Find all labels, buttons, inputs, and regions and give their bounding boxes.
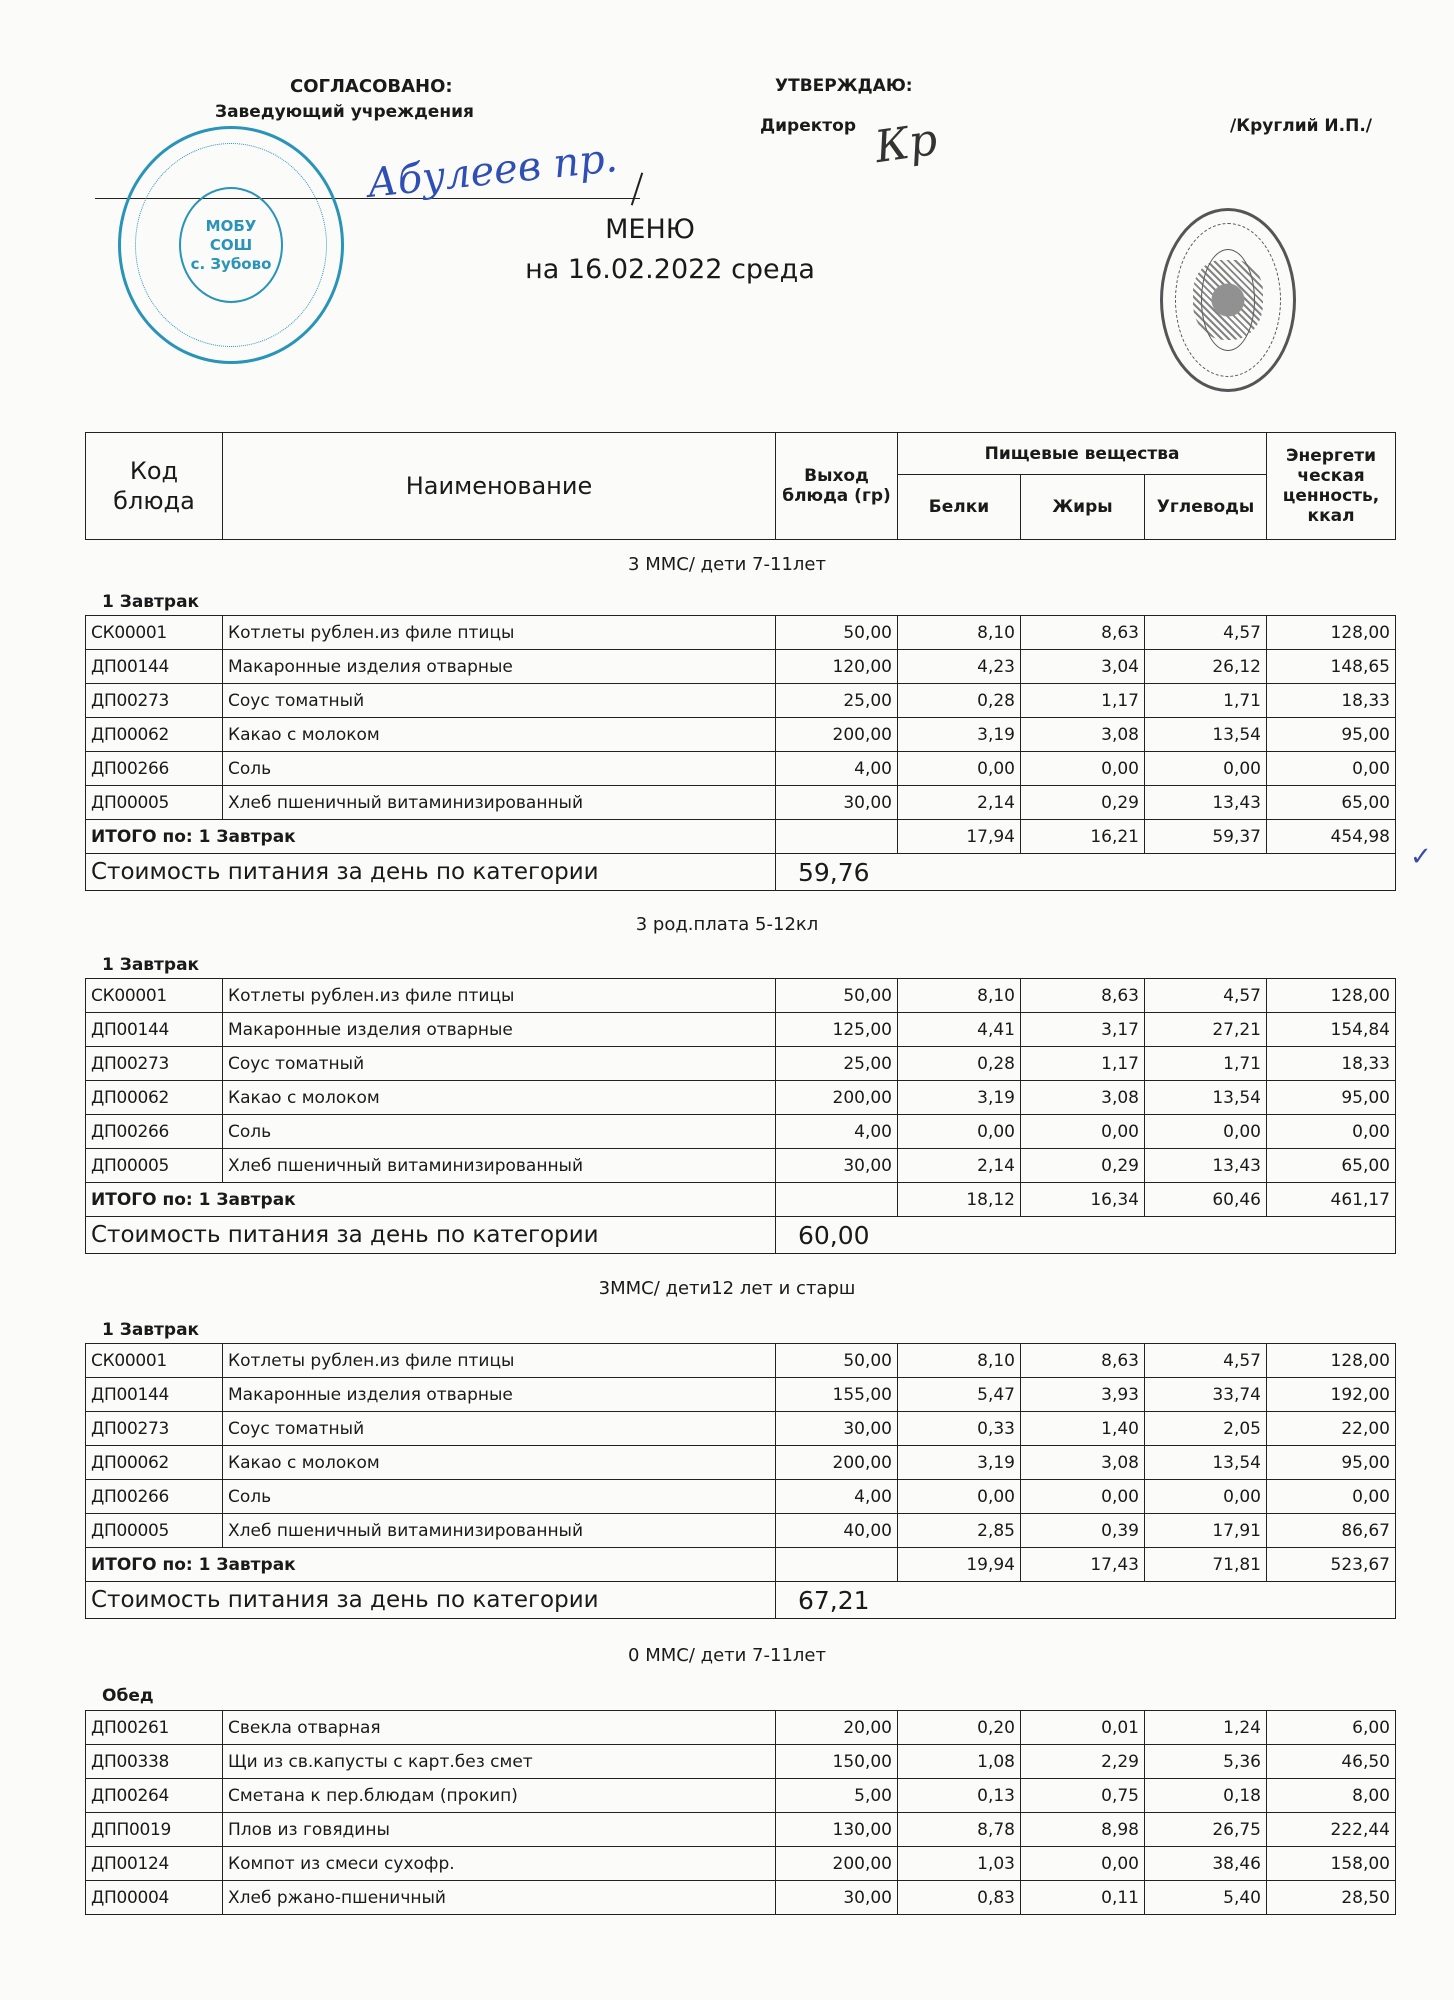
agreed-heading: СОГЛАСОВАНО:	[290, 76, 453, 97]
cell-name: Сметана к пер.блюдам (прокип)	[223, 1779, 776, 1813]
cell-yield: 50,00	[776, 979, 898, 1013]
cell-carbs: 5,40	[1145, 1881, 1267, 1915]
cell-protein: 3,19	[898, 718, 1021, 752]
cell-carbs: 26,75	[1145, 1813, 1267, 1847]
cell-protein: 2,14	[898, 786, 1021, 820]
cell-yield: 150,00	[776, 1745, 898, 1779]
cost-label: Стоимость питания за день по категории	[86, 1582, 776, 1619]
cost-row	[86, 1217, 1396, 1254]
cell-name: Компот из смеси сухофр.	[223, 1847, 776, 1881]
official-seal	[1160, 208, 1296, 392]
cell-carbs: 38,46	[1145, 1847, 1267, 1881]
cell-name: Хлеб ржано-пшеничный	[223, 1881, 776, 1915]
cell-kcal: 192,00	[1267, 1378, 1396, 1412]
table-row	[86, 1514, 1396, 1548]
cell-yield: 30,00	[776, 1881, 898, 1915]
total-row	[86, 1548, 1396, 1582]
cell-yield: 50,00	[776, 1344, 898, 1378]
total-row	[86, 1183, 1396, 1217]
cell-fat: 0,00	[1021, 752, 1145, 786]
cell-code: ДП00004	[86, 1881, 223, 1915]
cell-kcal: 22,00	[1267, 1412, 1396, 1446]
cell-name: Макаронные изделия отварные	[223, 1013, 776, 1047]
cell-fat: 0,29	[1021, 1149, 1145, 1183]
cell-fat: 1,17	[1021, 684, 1145, 718]
total-yield-empty	[776, 820, 898, 854]
cell-kcal: 6,00	[1267, 1711, 1396, 1745]
cell-protein: 4,23	[898, 650, 1021, 684]
cell-kcal: 86,67	[1267, 1514, 1396, 1548]
total-protein: 17,94	[898, 820, 1021, 854]
cell-name: Плов из говядины	[223, 1813, 776, 1847]
cell-yield: 120,00	[776, 650, 898, 684]
cell-kcal: 95,00	[1267, 718, 1396, 752]
cell-yield: 200,00	[776, 718, 898, 752]
cell-fat: 0,00	[1021, 1847, 1145, 1881]
cell-carbs: 0,00	[1145, 752, 1267, 786]
cell-carbs: 2,05	[1145, 1412, 1267, 1446]
director-name: /Круглий И.П./	[1230, 116, 1373, 136]
cell-protein: 0,00	[898, 1115, 1021, 1149]
cell-name: Макаронные изделия отварные	[223, 650, 776, 684]
coat-of-arms-icon	[1193, 260, 1263, 340]
meal-label: 1 Завтрак	[102, 955, 200, 975]
cell-name: Котлеты рублен.из филе птицы	[223, 1344, 776, 1378]
cell-kcal: 0,00	[1267, 1480, 1396, 1514]
cell-carbs: 13,43	[1145, 1149, 1267, 1183]
cost-row	[86, 854, 1396, 891]
table-row	[86, 1847, 1396, 1881]
cell-protein: 8,78	[898, 1813, 1021, 1847]
header-nutrients: Пищевые вещества	[898, 433, 1267, 475]
total-kcal: 523,67	[1267, 1548, 1396, 1582]
cell-code: ДП00273	[86, 1047, 223, 1081]
total-label: ИТОГО по: 1 Завтрак	[86, 1548, 776, 1582]
cell-protein: 0,20	[898, 1711, 1021, 1745]
cost-row	[86, 1582, 1396, 1619]
cell-code: ДП00266	[86, 752, 223, 786]
cell-code: ДП00062	[86, 718, 223, 752]
table-row	[86, 1446, 1396, 1480]
cell-protein: 0,33	[898, 1412, 1021, 1446]
cell-code: ДП00005	[86, 1514, 223, 1548]
agreed-signature: Абулеев пр.	[365, 135, 620, 207]
total-carbs: 60,46	[1145, 1183, 1267, 1217]
table-row	[86, 786, 1396, 820]
meal-label: 1 Завтрак	[102, 592, 200, 612]
cell-code: СК00001	[86, 616, 223, 650]
cell-code: ДП00062	[86, 1446, 223, 1480]
signature-slash	[631, 173, 643, 206]
cell-protein: 8,10	[898, 1344, 1021, 1378]
cell-kcal: 18,33	[1267, 684, 1396, 718]
cell-name: Соус томатный	[223, 1412, 776, 1446]
cell-protein: 0,00	[898, 752, 1021, 786]
cell-kcal: 46,50	[1267, 1745, 1396, 1779]
cell-yield: 200,00	[776, 1081, 898, 1115]
cell-carbs: 4,57	[1145, 979, 1267, 1013]
menu-table-section-4	[85, 1710, 1396, 1915]
section-title: 3ММС/ дети12 лет и старш	[598, 1278, 856, 1299]
cell-yield: 25,00	[776, 684, 898, 718]
total-yield-empty	[776, 1548, 898, 1582]
header-protein: Белки	[898, 475, 1021, 540]
meal-label: 1 Завтрак	[102, 1320, 200, 1340]
cell-yield: 155,00	[776, 1378, 898, 1412]
cell-yield: 20,00	[776, 1711, 898, 1745]
table-row	[86, 1344, 1396, 1378]
cell-protein: 0,13	[898, 1779, 1021, 1813]
cell-code: ДП00266	[86, 1480, 223, 1514]
cell-fat: 0,29	[1021, 786, 1145, 820]
cell-protein: 3,19	[898, 1446, 1021, 1480]
cell-name: Соль	[223, 1115, 776, 1149]
cell-fat: 0,00	[1021, 1480, 1145, 1514]
cell-kcal: 128,00	[1267, 979, 1396, 1013]
table-row	[86, 1711, 1396, 1745]
total-carbs: 71,81	[1145, 1548, 1267, 1582]
menu-table-section-2	[85, 978, 1396, 1254]
cell-fat: 3,08	[1021, 1446, 1145, 1480]
cell-fat: 0,11	[1021, 1881, 1145, 1915]
total-fat: 17,43	[1021, 1548, 1145, 1582]
cell-protein: 5,47	[898, 1378, 1021, 1412]
cell-fat: 3,17	[1021, 1013, 1145, 1047]
meal-label: Обед	[102, 1686, 154, 1706]
cell-carbs: 13,54	[1145, 718, 1267, 752]
cell-code: ДП00261	[86, 1711, 223, 1745]
cell-kcal: 128,00	[1267, 616, 1396, 650]
cell-carbs: 33,74	[1145, 1378, 1267, 1412]
cell-name: Щи из св.капусты с карт.без смет	[223, 1745, 776, 1779]
agreed-position: Заведующий учреждения	[215, 102, 474, 122]
header-fat: Жиры	[1021, 475, 1145, 540]
cell-fat: 8,63	[1021, 1344, 1145, 1378]
total-kcal: 454,98	[1267, 820, 1396, 854]
cell-name: Какао с молоком	[223, 1081, 776, 1115]
cell-yield: 30,00	[776, 786, 898, 820]
cell-code: ДП00144	[86, 1378, 223, 1412]
cost-value: 60,00	[776, 1217, 1396, 1254]
total-fat: 16,34	[1021, 1183, 1145, 1217]
cell-protein: 2,14	[898, 1149, 1021, 1183]
header-energy: Энергети ческая ценность, ккал	[1267, 433, 1396, 540]
cell-protein: 8,10	[898, 979, 1021, 1013]
cell-kcal: 154,84	[1267, 1013, 1396, 1047]
header-code: Код блюда	[86, 433, 223, 540]
column-header-table	[85, 432, 1396, 540]
table-row	[86, 1081, 1396, 1115]
cell-yield: 25,00	[776, 1047, 898, 1081]
cell-yield: 4,00	[776, 1115, 898, 1149]
cell-fat: 3,93	[1021, 1378, 1145, 1412]
table-row	[86, 1378, 1396, 1412]
header-name: Наименование	[223, 433, 776, 540]
cell-kcal: 18,33	[1267, 1047, 1396, 1081]
cell-code: ДП00144	[86, 1013, 223, 1047]
cell-kcal: 8,00	[1267, 1779, 1396, 1813]
cell-code: ДП00338	[86, 1745, 223, 1779]
table-row	[86, 684, 1396, 718]
total-row	[86, 820, 1396, 854]
cell-code: ДП00264	[86, 1779, 223, 1813]
cell-code: ДП00273	[86, 1412, 223, 1446]
document-title: МЕНЮ	[605, 214, 695, 245]
cell-carbs: 13,54	[1145, 1081, 1267, 1115]
director-signature: Кр	[871, 113, 941, 174]
table-row	[86, 1480, 1396, 1514]
table-row	[86, 752, 1396, 786]
cell-yield: 40,00	[776, 1514, 898, 1548]
cell-carbs: 27,21	[1145, 1013, 1267, 1047]
table-row	[86, 1813, 1396, 1847]
stamp-center-text: МОБУ СОШ с. Зубово	[190, 216, 272, 273]
total-fat: 16,21	[1021, 820, 1145, 854]
cell-fat: 8,63	[1021, 979, 1145, 1013]
cell-name: Котлеты рублен.из филе птицы	[223, 616, 776, 650]
cell-name: Соль	[223, 1480, 776, 1514]
cost-label: Стоимость питания за день по категории	[86, 1217, 776, 1254]
cell-carbs: 5,36	[1145, 1745, 1267, 1779]
cell-carbs: 0,00	[1145, 1115, 1267, 1149]
menu-table-section-1	[85, 615, 1396, 891]
cell-yield: 4,00	[776, 752, 898, 786]
cell-carbs: 0,00	[1145, 1480, 1267, 1514]
cell-fat: 1,40	[1021, 1412, 1145, 1446]
section-title: 3 ММС/ дети 7-11лет	[628, 554, 826, 575]
cell-yield: 130,00	[776, 1813, 898, 1847]
cell-yield: 50,00	[776, 616, 898, 650]
cell-code: СК00001	[86, 979, 223, 1013]
cell-name: Хлеб пшеничный витаминизированный	[223, 1149, 776, 1183]
cell-yield: 200,00	[776, 1847, 898, 1881]
cell-protein: 1,03	[898, 1847, 1021, 1881]
cell-protein: 4,41	[898, 1013, 1021, 1047]
cell-kcal: 128,00	[1267, 1344, 1396, 1378]
table-row	[86, 616, 1396, 650]
cell-kcal: 148,65	[1267, 650, 1396, 684]
cell-yield: 30,00	[776, 1412, 898, 1446]
cell-fat: 0,01	[1021, 1711, 1145, 1745]
cell-carbs: 1,71	[1145, 684, 1267, 718]
cell-kcal: 65,00	[1267, 786, 1396, 820]
total-protein: 18,12	[898, 1183, 1021, 1217]
cell-name: Соус томатный	[223, 1047, 776, 1081]
cell-fat: 3,08	[1021, 1081, 1145, 1115]
table-row	[86, 1013, 1396, 1047]
cell-yield: 125,00	[776, 1013, 898, 1047]
cell-fat: 8,63	[1021, 616, 1145, 650]
cell-fat: 0,39	[1021, 1514, 1145, 1548]
cell-kcal: 158,00	[1267, 1847, 1396, 1881]
table-row	[86, 979, 1396, 1013]
cell-fat: 1,17	[1021, 1047, 1145, 1081]
cell-carbs: 13,54	[1145, 1446, 1267, 1480]
menu-table-section-3	[85, 1343, 1396, 1619]
cell-fat: 8,98	[1021, 1813, 1145, 1847]
table-row	[86, 718, 1396, 752]
cell-carbs: 1,24	[1145, 1711, 1267, 1745]
section-title: 0 ММС/ дети 7-11лет	[628, 1645, 826, 1666]
cell-code: ДП00273	[86, 684, 223, 718]
cell-yield: 30,00	[776, 1149, 898, 1183]
cell-name: Котлеты рублен.из филе птицы	[223, 979, 776, 1013]
cell-kcal: 0,00	[1267, 752, 1396, 786]
cell-protein: 0,28	[898, 1047, 1021, 1081]
cell-name: Хлеб пшеничный витаминизированный	[223, 1514, 776, 1548]
cell-fat: 2,29	[1021, 1745, 1145, 1779]
cell-yield: 200,00	[776, 1446, 898, 1480]
cell-carbs: 1,71	[1145, 1047, 1267, 1081]
section-title: 3 род.плата 5-12кл	[635, 914, 819, 935]
cell-carbs: 17,91	[1145, 1514, 1267, 1548]
cell-name: Хлеб пшеничный витаминизированный	[223, 786, 776, 820]
approved-heading: УТВЕРЖДАЮ:	[775, 76, 913, 96]
approved-position: Директор	[760, 116, 856, 136]
table-row	[86, 1412, 1396, 1446]
total-yield-empty	[776, 1183, 898, 1217]
cell-kcal: 0,00	[1267, 1115, 1396, 1149]
cell-code: ДП00005	[86, 1149, 223, 1183]
cell-protein: 0,83	[898, 1881, 1021, 1915]
cell-fat: 0,00	[1021, 1115, 1145, 1149]
cell-code: ДП00266	[86, 1115, 223, 1149]
cell-name: Соль	[223, 752, 776, 786]
cell-name: Какао с молоком	[223, 1446, 776, 1480]
cell-name: Свекла отварная	[223, 1711, 776, 1745]
cell-protein: 3,19	[898, 1081, 1021, 1115]
total-carbs: 59,37	[1145, 820, 1267, 854]
table-row	[86, 1745, 1396, 1779]
header-yield: Выход блюда (гр)	[776, 433, 898, 540]
cell-kcal: 65,00	[1267, 1149, 1396, 1183]
header-carbs: Углеводы	[1145, 475, 1267, 540]
cost-label: Стоимость питания за день по категории	[86, 854, 776, 891]
cell-code: ДП00005	[86, 786, 223, 820]
table-row	[86, 1149, 1396, 1183]
cost-value: 67,21	[776, 1582, 1396, 1619]
cell-protein: 8,10	[898, 616, 1021, 650]
cell-code: СК00001	[86, 1344, 223, 1378]
cell-fat: 0,75	[1021, 1779, 1145, 1813]
cell-fat: 3,04	[1021, 650, 1145, 684]
cell-name: Соус томатный	[223, 684, 776, 718]
cell-code: ДПП0019	[86, 1813, 223, 1847]
total-label: ИТОГО по: 1 Завтрак	[86, 820, 776, 854]
cell-protein: 0,00	[898, 1480, 1021, 1514]
table-row	[86, 1047, 1396, 1081]
cell-protein: 2,85	[898, 1514, 1021, 1548]
cell-kcal: 95,00	[1267, 1081, 1396, 1115]
cell-carbs: 0,18	[1145, 1779, 1267, 1813]
cell-fat: 3,08	[1021, 718, 1145, 752]
table-row	[86, 650, 1396, 684]
cell-code: ДП00144	[86, 650, 223, 684]
table-row	[86, 1115, 1396, 1149]
cell-yield: 4,00	[776, 1480, 898, 1514]
cell-protein: 1,08	[898, 1745, 1021, 1779]
cell-kcal: 28,50	[1267, 1881, 1396, 1915]
cell-carbs: 26,12	[1145, 650, 1267, 684]
cell-carbs: 4,57	[1145, 1344, 1267, 1378]
cell-yield: 5,00	[776, 1779, 898, 1813]
cell-protein: 0,28	[898, 684, 1021, 718]
total-label: ИТОГО по: 1 Завтрак	[86, 1183, 776, 1217]
total-kcal: 461,17	[1267, 1183, 1396, 1217]
table-row	[86, 1881, 1396, 1915]
cell-kcal: 222,44	[1267, 1813, 1396, 1847]
cell-name: Макаронные изделия отварные	[223, 1378, 776, 1412]
total-protein: 19,94	[898, 1548, 1021, 1582]
cell-name: Какао с молоком	[223, 718, 776, 752]
checkmark-annotation: ✓	[1410, 842, 1432, 872]
cell-code: ДП00062	[86, 1081, 223, 1115]
table-row	[86, 1779, 1396, 1813]
cell-kcal: 95,00	[1267, 1446, 1396, 1480]
cost-value: 59,76	[776, 854, 1396, 891]
cell-carbs: 4,57	[1145, 616, 1267, 650]
school-stamp	[118, 126, 344, 364]
cell-carbs: 13,43	[1145, 786, 1267, 820]
cell-code: ДП00124	[86, 1847, 223, 1881]
document-date: на 16.02.2022 среда	[525, 254, 815, 285]
